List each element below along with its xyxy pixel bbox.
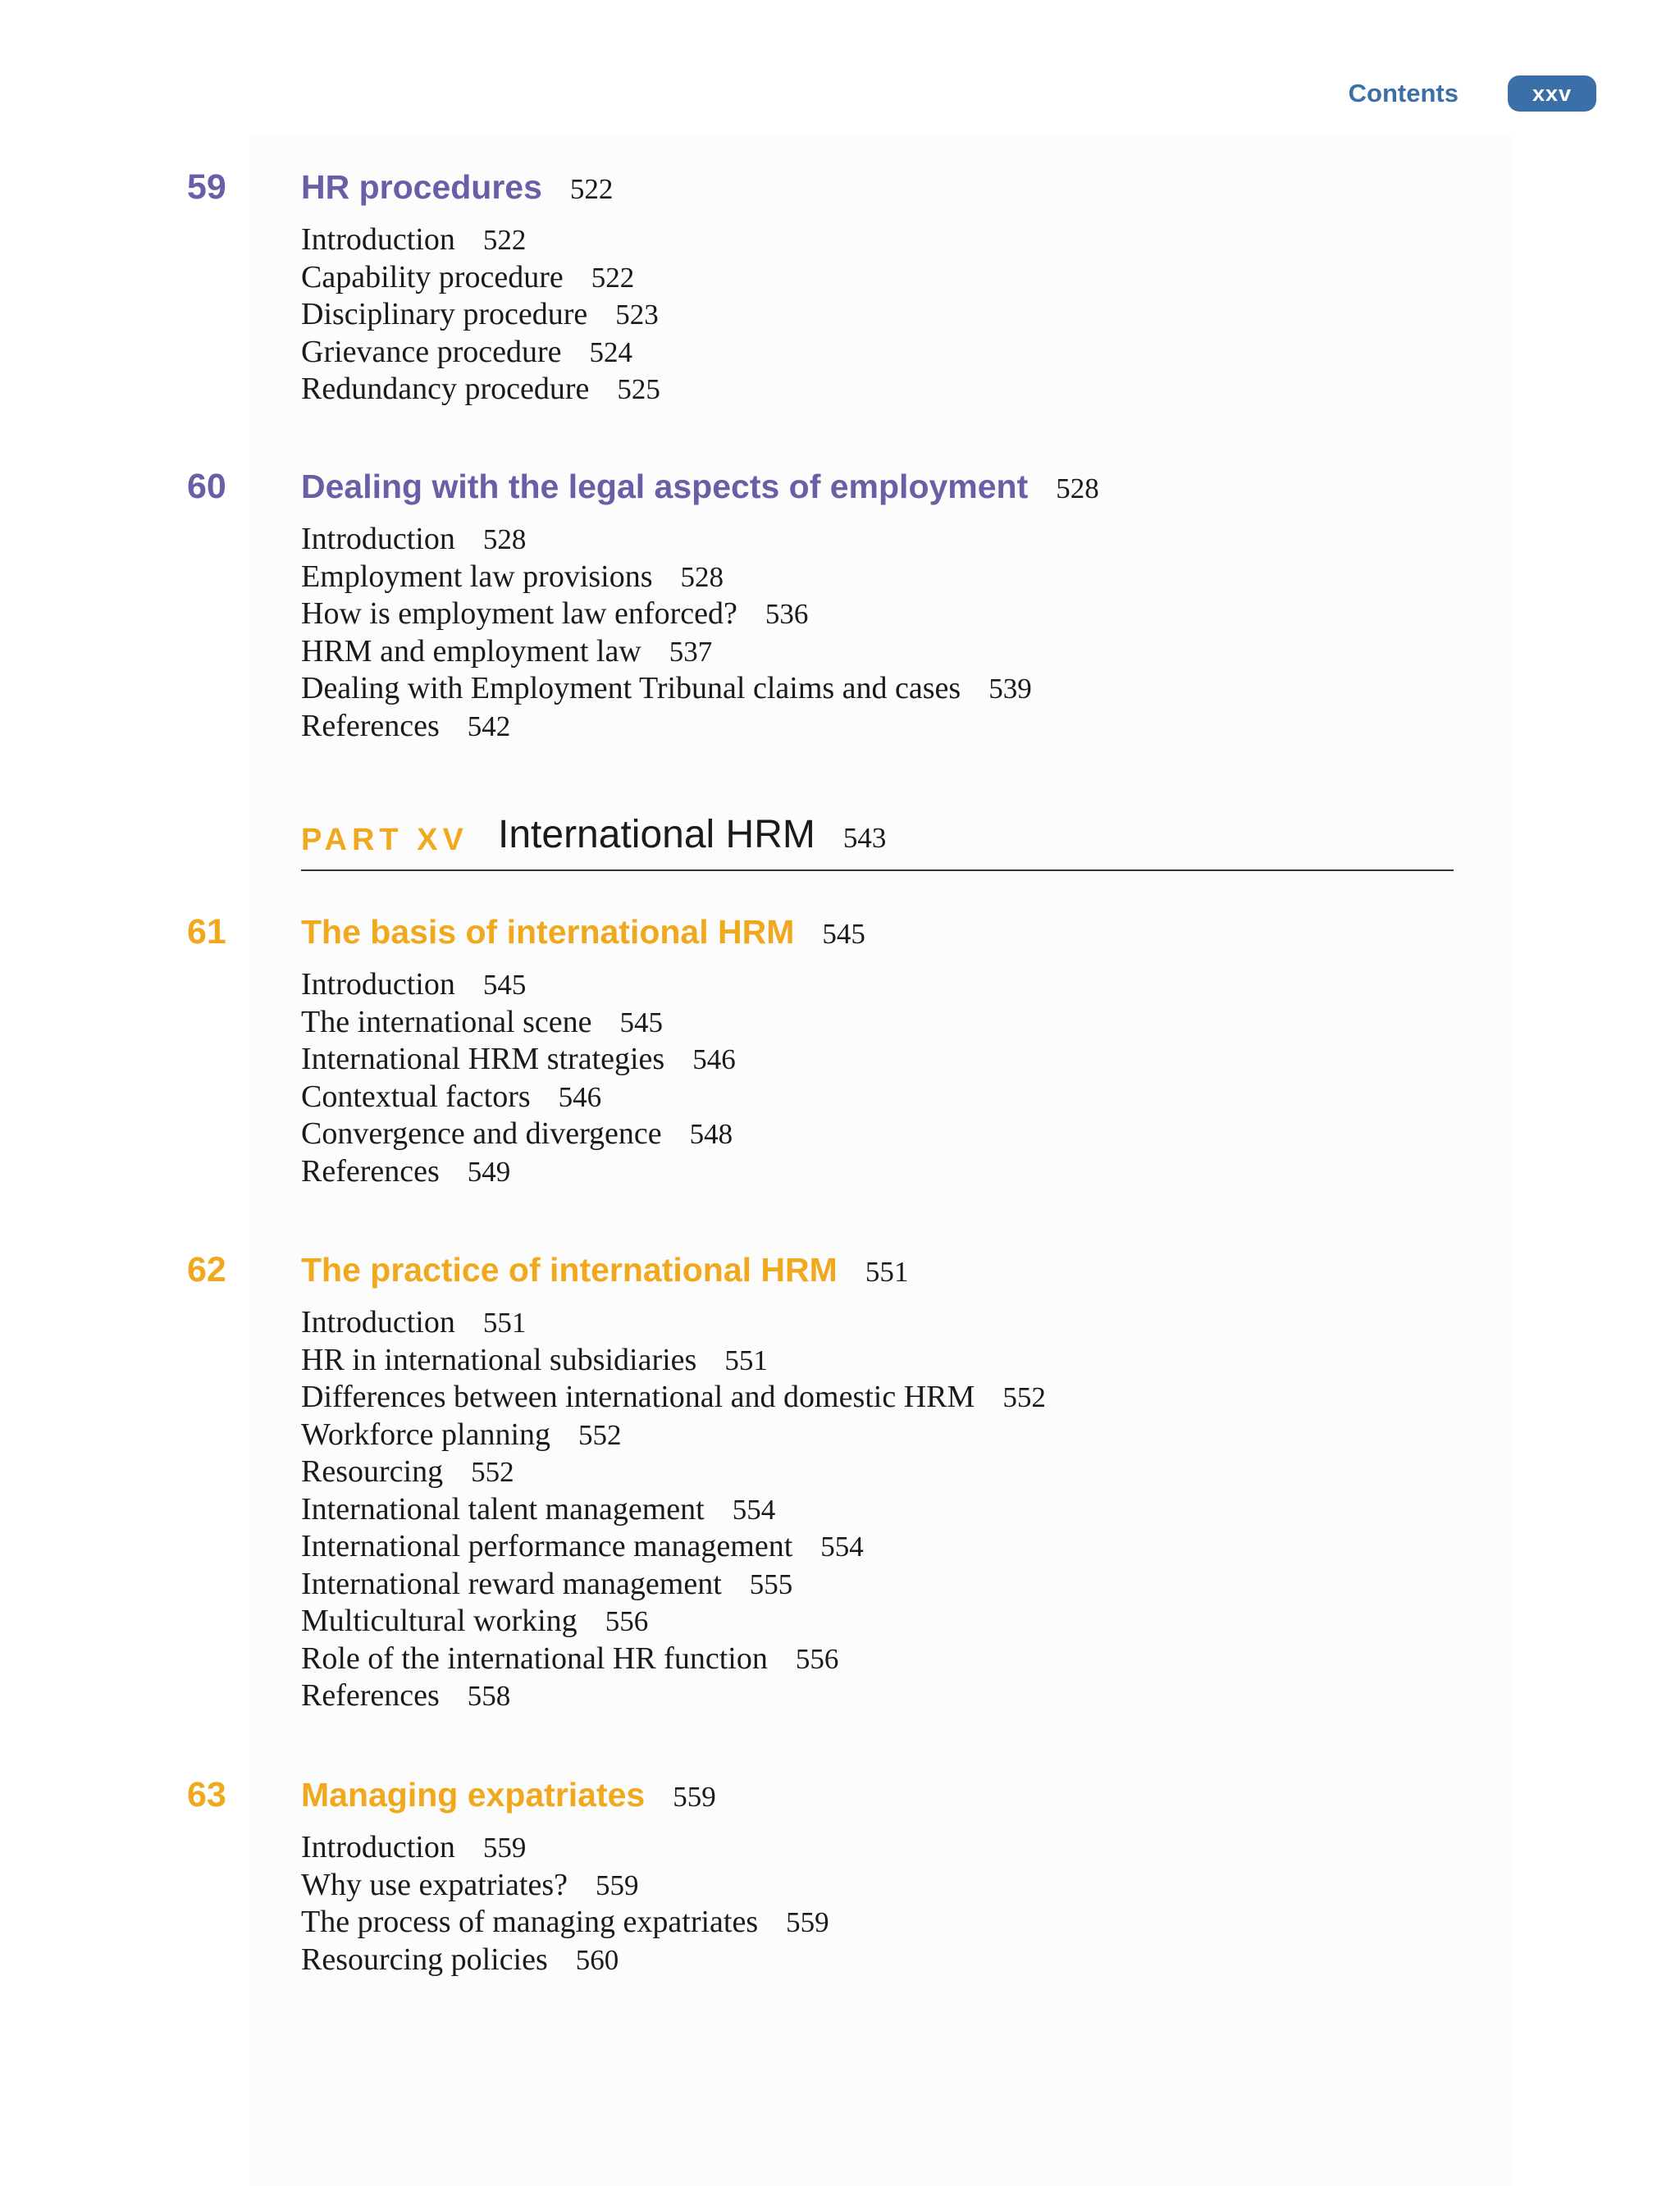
toc-entry bbox=[301, 1004, 736, 1042]
part-label: PART XV bbox=[301, 823, 468, 857]
entry-page: 559 bbox=[482, 1832, 527, 1864]
entry-title: Resourcing policies bbox=[301, 1942, 548, 1977]
entry-title: Resourcing bbox=[301, 1454, 444, 1489]
entry-title: Convergence and divergence bbox=[301, 1116, 662, 1151]
running-head bbox=[0, 75, 1680, 115]
entry-title: Role of the international HR function bbox=[301, 1641, 768, 1676]
entry-title: Workforce planning bbox=[301, 1417, 550, 1452]
chapter-page: 551 bbox=[865, 1256, 909, 1288]
entry-title: How is employment law enforced? bbox=[301, 596, 737, 631]
section-list bbox=[301, 521, 1032, 745]
entry-page: 546 bbox=[692, 1043, 736, 1075]
toc-entry bbox=[301, 1304, 1046, 1342]
toc-entry bbox=[301, 1379, 1046, 1417]
toc-entry bbox=[301, 1041, 736, 1079]
entry-title: Disciplinary procedure bbox=[301, 297, 588, 331]
toc-entry bbox=[301, 1677, 1046, 1715]
entry-page: 558 bbox=[467, 1680, 511, 1712]
chapter-title: The basis of international HRM bbox=[301, 913, 795, 951]
entry-page: 552 bbox=[471, 1456, 514, 1488]
section-list bbox=[301, 966, 736, 1190]
entry-page: 556 bbox=[795, 1642, 839, 1675]
toc-entry bbox=[301, 1116, 736, 1153]
entry-title: Capability procedure bbox=[301, 259, 564, 294]
toc-entry bbox=[301, 1942, 829, 1979]
entry-page: 559 bbox=[786, 1906, 829, 1938]
entry-title: International reward management bbox=[301, 1566, 722, 1601]
chapter-number: 61 bbox=[187, 912, 226, 952]
part-title-line bbox=[498, 812, 886, 861]
chapter-page: 522 bbox=[569, 173, 614, 205]
entry-title: Introduction bbox=[301, 967, 455, 1002]
entry-page: 545 bbox=[482, 969, 527, 1001]
toc-entry bbox=[301, 1566, 1046, 1604]
toc-entry bbox=[301, 596, 1032, 633]
entry-title: Why use expatriates? bbox=[301, 1867, 568, 1902]
entry-title: Contextual factors bbox=[301, 1079, 531, 1114]
entry-page: 555 bbox=[749, 1568, 793, 1600]
page-number-badge: xxv bbox=[1508, 75, 1596, 112]
toc-entry bbox=[301, 1904, 829, 1942]
toc-entry bbox=[301, 371, 660, 408]
chapter-title: HR procedures bbox=[301, 168, 542, 206]
entry-title: Introduction bbox=[301, 1305, 455, 1339]
chapter-heading bbox=[301, 164, 613, 218]
chapter-heading bbox=[301, 909, 865, 963]
toc-entry bbox=[301, 1491, 1046, 1529]
entry-page: 548 bbox=[689, 1118, 733, 1150]
entry-page: 552 bbox=[1002, 1381, 1046, 1413]
toc-entry bbox=[301, 966, 736, 1004]
toc-entry bbox=[301, 334, 660, 372]
entry-page: 545 bbox=[619, 1006, 664, 1038]
toc-entry bbox=[301, 1528, 1046, 1566]
entry-title: Dealing with Employment Tribunal claims and cases bbox=[301, 671, 961, 705]
chapter-heading bbox=[301, 1247, 908, 1301]
entry-title: References bbox=[301, 1678, 440, 1713]
entry-page: 537 bbox=[669, 635, 713, 668]
entry-page: 554 bbox=[820, 1531, 864, 1563]
chapter-number: 59 bbox=[187, 167, 226, 207]
toc-entry bbox=[301, 521, 1032, 559]
entry-page: 524 bbox=[589, 335, 633, 368]
toc-entry bbox=[301, 1454, 1046, 1491]
chapter-page: 559 bbox=[673, 1781, 716, 1813]
entry-page: 546 bbox=[558, 1080, 602, 1113]
entry-page: 522 bbox=[591, 261, 635, 294]
entry-title: International HRM strategies bbox=[301, 1042, 665, 1076]
entry-title: Multicultural working bbox=[301, 1604, 578, 1638]
toc-entry bbox=[301, 670, 1032, 708]
toc-entry bbox=[301, 633, 1032, 671]
toc-entry bbox=[301, 1417, 1046, 1454]
toc-entry bbox=[301, 1641, 1046, 1678]
section-list bbox=[301, 1304, 1046, 1715]
entry-title: Grievance procedure bbox=[301, 334, 562, 369]
chapter-number: 62 bbox=[187, 1250, 226, 1289]
chapter-page: 528 bbox=[1056, 472, 1099, 504]
entry-page: 525 bbox=[617, 373, 660, 405]
chapter-title: The practice of international HRM bbox=[301, 1251, 838, 1289]
entry-page: 522 bbox=[482, 224, 527, 256]
entry-title: Introduction bbox=[301, 522, 455, 556]
part-heading bbox=[301, 812, 1454, 871]
chapter-title: Dealing with the legal aspects of employment bbox=[301, 468, 1029, 505]
entry-page: 560 bbox=[575, 1943, 619, 1976]
entry-title: The process of managing expatriates bbox=[301, 1905, 759, 1939]
entry-page: 539 bbox=[988, 673, 1032, 705]
toc-entry bbox=[301, 1603, 1046, 1641]
chapter-heading bbox=[301, 1772, 716, 1826]
running-head-title: Contents bbox=[1348, 79, 1459, 107]
entry-title: HR in international subsidiaries bbox=[301, 1342, 697, 1377]
entry-page: 523 bbox=[615, 299, 659, 331]
toc-entry bbox=[301, 259, 660, 297]
entry-title: Redundancy procedure bbox=[301, 372, 590, 406]
toc-entry bbox=[301, 221, 660, 259]
chapter-number: 63 bbox=[187, 1775, 226, 1814]
entry-page: 551 bbox=[482, 1307, 527, 1339]
section-list bbox=[301, 1829, 829, 1978]
entry-page: 536 bbox=[765, 598, 809, 630]
entry-page: 556 bbox=[605, 1605, 649, 1637]
entry-title: Introduction bbox=[301, 1830, 455, 1864]
chapter-heading bbox=[301, 463, 1099, 518]
toc-entry bbox=[301, 296, 660, 334]
chapter-number: 60 bbox=[187, 467, 226, 506]
entry-title: HRM and employment law bbox=[301, 633, 641, 669]
entry-page: 552 bbox=[578, 1418, 622, 1451]
entry-title: The international scene bbox=[301, 1004, 592, 1039]
chapter-title: Managing expatriates bbox=[301, 1776, 646, 1814]
part-page: 543 bbox=[842, 822, 887, 854]
toc-entry bbox=[301, 1342, 1046, 1380]
entry-page: 551 bbox=[724, 1344, 768, 1376]
chapter-page: 545 bbox=[822, 918, 865, 950]
entry-page: 528 bbox=[680, 560, 724, 593]
entry-page: 554 bbox=[732, 1493, 776, 1526]
entry-title: Employment law provisions bbox=[301, 559, 653, 594]
entry-title: References bbox=[301, 1153, 440, 1189]
entry-title: References bbox=[301, 708, 440, 743]
entry-title: International talent management bbox=[301, 1491, 705, 1527]
toc-entry bbox=[301, 708, 1032, 746]
entry-title: International performance management bbox=[301, 1529, 793, 1563]
entry-page: 559 bbox=[595, 1869, 639, 1901]
section-list bbox=[301, 221, 660, 408]
toc-entry bbox=[301, 1079, 736, 1116]
entry-title: Differences between international and domestic HRM bbox=[301, 1380, 975, 1414]
entry-title: Introduction bbox=[301, 222, 455, 257]
entry-page: 549 bbox=[467, 1155, 511, 1188]
entry-page: 528 bbox=[482, 523, 527, 555]
toc-entry bbox=[301, 1153, 736, 1191]
toc-entry bbox=[301, 1867, 829, 1905]
entry-page: 542 bbox=[467, 710, 511, 742]
toc-entry bbox=[301, 559, 1032, 596]
toc-entry bbox=[301, 1829, 829, 1867]
part-title: International HRM bbox=[498, 813, 815, 856]
